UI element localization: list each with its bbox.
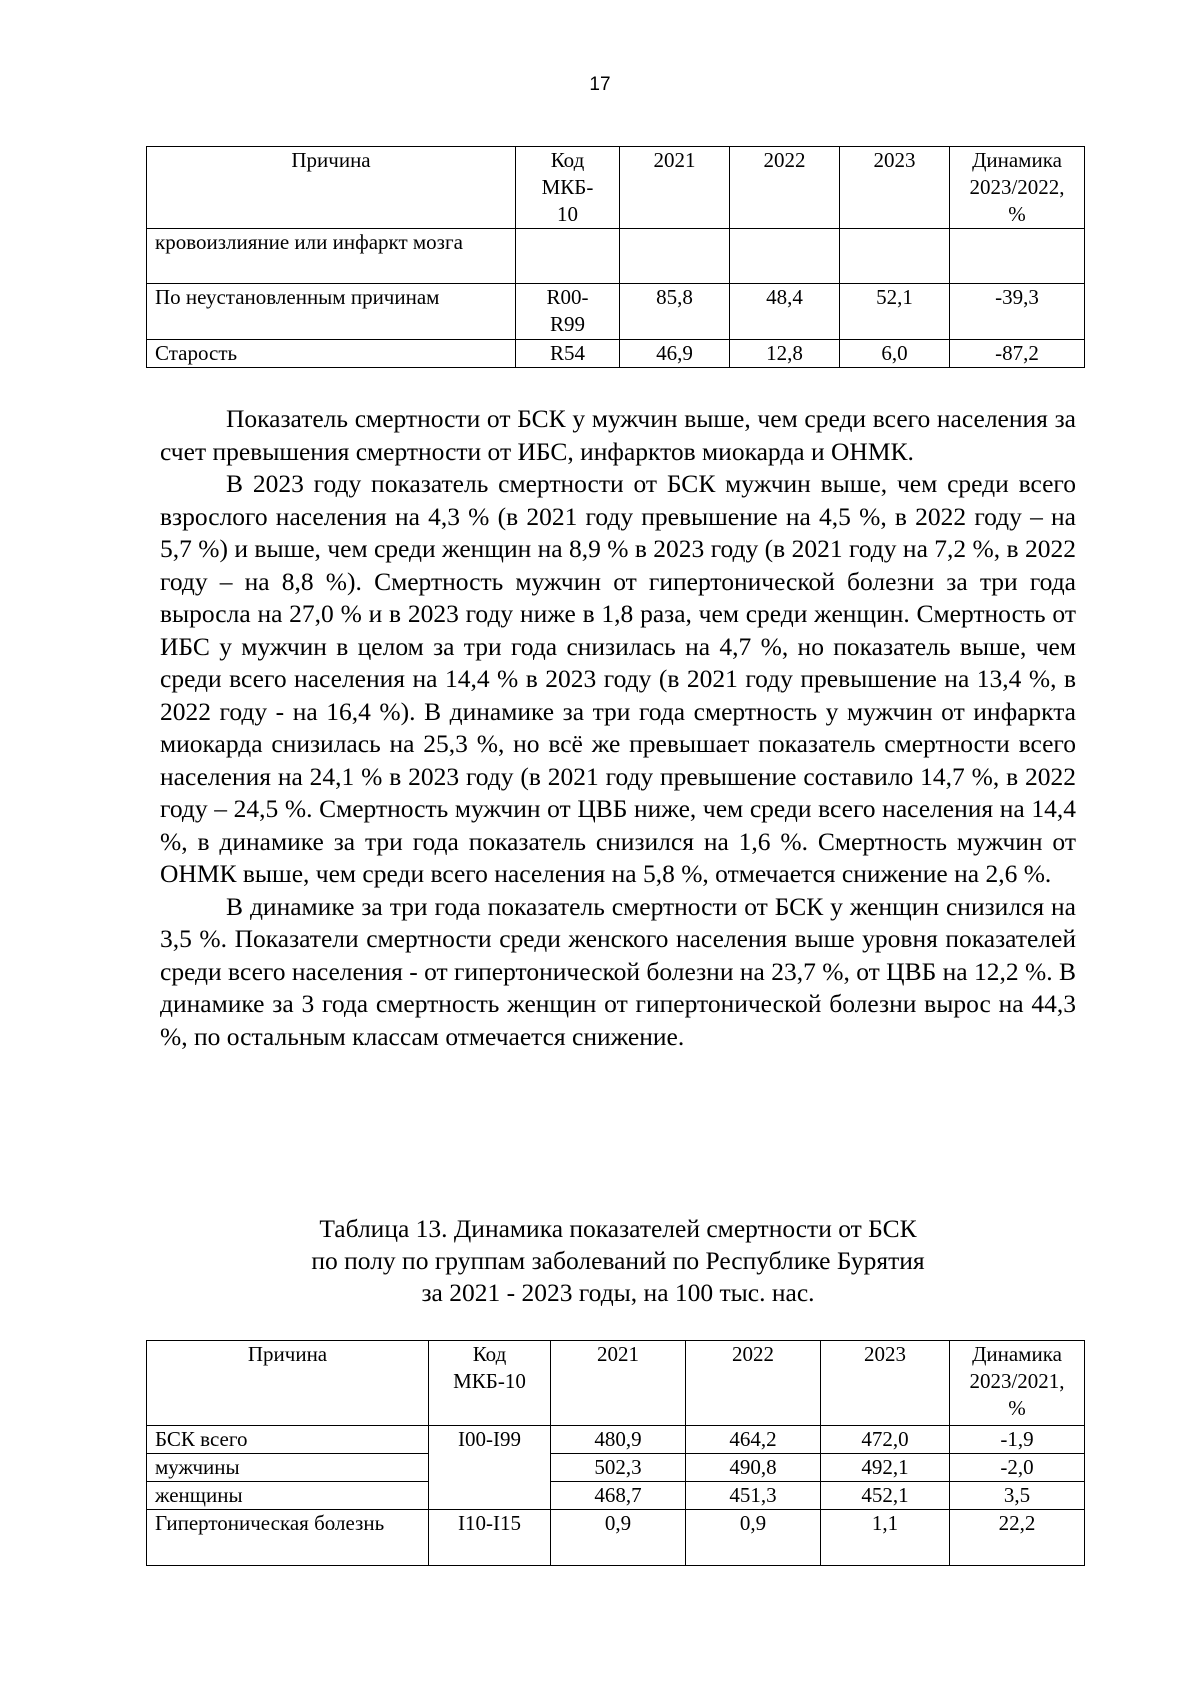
cell-2021: 85,8 <box>620 284 730 340</box>
cell-2021: 46,9 <box>620 340 730 368</box>
cell-2023: 472,0 <box>821 1426 950 1454</box>
cell-2022 <box>730 229 840 284</box>
cell-dynamics: -1,9 <box>950 1426 1085 1454</box>
cell-dynamics <box>950 229 1085 284</box>
header-dynamics: Динамика 2023/2021, % <box>950 1341 1085 1426</box>
cell-2021: 480,9 <box>551 1426 686 1454</box>
body-text <box>160 403 1076 1053</box>
cell-2021 <box>620 229 730 284</box>
caption-line: Таблица 13. Динамика показателей смертности от БСК <box>319 1214 917 1243</box>
cell-code: I10-I15 <box>429 1510 551 1566</box>
cell-code: R54 <box>516 340 620 368</box>
cell-2022: 48,4 <box>730 284 840 340</box>
header-2023: 2023 <box>840 147 950 229</box>
cell-code <box>516 229 620 284</box>
cell-2021: 502,3 <box>551 1454 686 1482</box>
cell-2023: 492,1 <box>821 1454 950 1482</box>
cell-2022: 451,3 <box>686 1482 821 1510</box>
caption-line: по полу по группам заболеваний по Республике Бурятия <box>311 1246 925 1275</box>
table-row <box>147 229 1085 284</box>
cell-2021: 0,9 <box>551 1510 686 1566</box>
header-2023: 2023 <box>821 1341 950 1426</box>
cell-code <box>429 1454 551 1482</box>
cell-dynamics: -87,2 <box>950 340 1085 368</box>
table-row <box>147 1482 1085 1510</box>
cell-cause: кровоизлияние или инфаркт мозга <box>147 229 516 284</box>
cell-2022: 464,2 <box>686 1426 821 1454</box>
header-dynamics: Динамика 2023/2022, % <box>950 147 1085 229</box>
cell-2023: 452,1 <box>821 1482 950 1510</box>
table-row <box>147 284 1085 340</box>
page-number: 17 <box>589 74 611 95</box>
cell-code: R00-R99 <box>516 284 620 340</box>
cell-dynamics: -39,3 <box>950 284 1085 340</box>
header-2021: 2021 <box>551 1341 686 1426</box>
header-code: Код МКБ- 10 <box>516 147 620 229</box>
paragraph: Показатель смертности от БСК у мужчин выше, чем среди всего населения за счет превышения смертности от ИБС, инфарктов миокарда и ОНМК. <box>160 404 1076 466</box>
header-2022: 2022 <box>686 1341 821 1426</box>
cell-2023: 1,1 <box>821 1510 950 1566</box>
cell-cause: мужчины <box>147 1454 429 1482</box>
table-row <box>147 1426 1085 1454</box>
cell-cause: женщины <box>147 1482 429 1510</box>
cell-2022: 12,8 <box>730 340 840 368</box>
cell-2022: 0,9 <box>686 1510 821 1566</box>
table-13 <box>146 1340 1085 1566</box>
cell-dynamics: 3,5 <box>950 1482 1085 1510</box>
cell-cause: Гипертоническая болезнь <box>147 1510 429 1566</box>
cell-2023: 6,0 <box>840 340 950 368</box>
table-row <box>147 1510 1085 1566</box>
paragraph: В динамике за три года показатель смертности от БСК у женщин снизился на 3,5 %. Показатели смертности среди женского населения выше уровня показателей среди всего населения - от гипертонической болезни на 23,7 %, от ЦВБ на 12,2 %. В динамике за 3 года смертность женщин от гипертонической болезни вырос на 44,3 %, по остальным классам отмечается снижение. <box>160 891 1076 1051</box>
cell-dynamics: -2,0 <box>950 1454 1085 1482</box>
header-code: Код МКБ-10 <box>429 1341 551 1426</box>
cell-code: I00-I99 <box>429 1426 551 1454</box>
cell-2023 <box>840 229 950 284</box>
table-header-row <box>147 147 1085 229</box>
cell-cause: Старость <box>147 340 516 368</box>
cell-code <box>429 1482 551 1510</box>
cell-cause: БСК всего <box>147 1426 429 1454</box>
cell-cause: По неустановленным причинам <box>147 284 516 340</box>
cell-dynamics: 22,2 <box>950 1510 1085 1566</box>
header-2022: 2022 <box>730 147 840 229</box>
paragraph: В 2023 году показатель смертности от БСК мужчин выше, чем среди всего взрослого населения на 4,3 % (в 2021 году превышение на 4,5 %, в 2022 году – на 5,7 %) и выше, чем среди женщин на 8,9 % в 2023 году (в 2021 году на 7,2 %, в 2022 году – на 8,8 %). Смертность мужчин от гипертонической болезни за три года выросла на 27,0 % и в 2023 году ниже в 1,8 раза, чем среди женщин. Смертность от ИБС у мужчин в целом за три года снизилась на 4,7 %, но показатель выше, чем среди всего населения на 14,4 % в 2023 году (в 2021 году превышение на 13,4 %, в 2022 году - на 16,4 %). В динамике за три года смертность у мужчин от инфаркта миокарда снизилась на 25,3 %, но всё же превышает показатель смертности всего населения на 24,1 % в 2023 году (в 2021 году превышение составило 14,7 %, в 2022 году – 24,5 %. Смертность мужчин от ЦВБ ниже, чем среди всего населения на 14,4 %, в динамике за три года показатель снизился на 1,6 %. Смертность мужчин от ОНМК выше, чем среди всего населения на 5,8 %, отмечается снижение на 2,6 %. <box>160 469 1076 888</box>
cell-2022: 490,8 <box>686 1454 821 1482</box>
cell-2023: 52,1 <box>840 284 950 340</box>
header-cause: Причина <box>147 147 516 229</box>
caption-line: за 2021 - 2023 годы, на 100 тыс. нас. <box>421 1278 815 1307</box>
header-2021: 2021 <box>620 147 730 229</box>
table-header-row <box>147 1341 1085 1426</box>
cell-2021: 468,7 <box>551 1482 686 1510</box>
header-cause: Причина <box>147 1341 429 1426</box>
continuation-table <box>146 146 1085 368</box>
table-row <box>147 340 1085 368</box>
table-row <box>147 1454 1085 1482</box>
table-caption <box>160 1213 1076 1309</box>
